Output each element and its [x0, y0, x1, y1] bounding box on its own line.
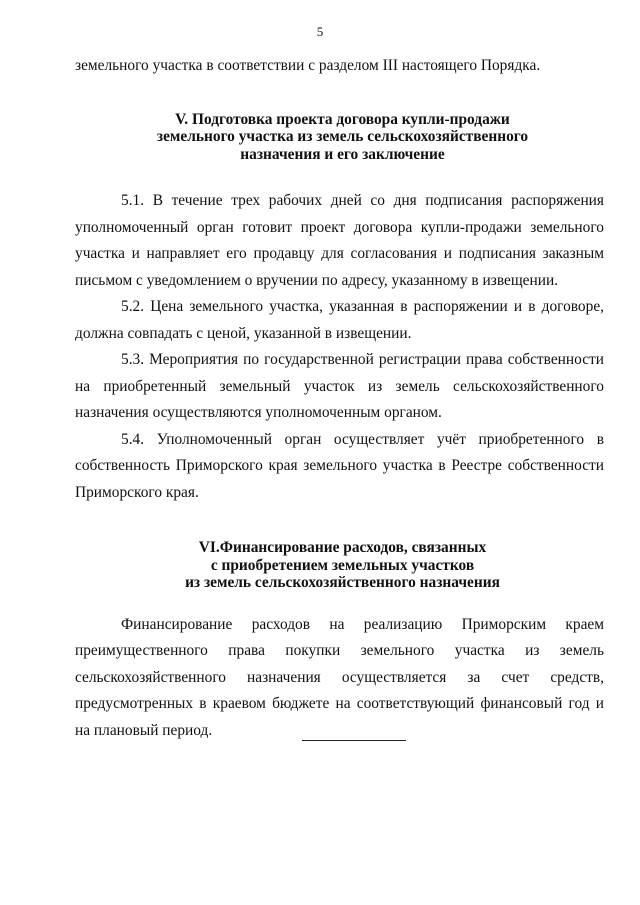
paragraph-5-1: 5.1. В течение трех рабочих дней со дня подписания распоряжения уполномоченный орган готовит проект договора купли-продажи земельного участка и направляет его продавцу для согласования и подписания заказным письмом с уведомлением о вручении по адресу, указанному в извещении. — [75, 192, 604, 289]
document-body — [75, 53, 604, 744]
paragraph-5-3: 5.3. Мероприятия по государственной регистрации права собственности на приобретенный земельный участок из земель сельскохозяйственного назначения осуществляются уполномоченным органом. — [75, 351, 604, 421]
financing-paragraph: Финансирование расходов на реализацию Приморским краем преимущественного права покупки земельного участка из земель сельскохозяйственного назначения осуществляется за счет средств, предусмотренных в краевом бюджете на соответствующий финансовый год и на плановый период. — [75, 615, 604, 739]
end-of-document-rule — [302, 740, 406, 741]
section-v-heading-line-1: V. Подготовка проекта договора купли-продажи — [175, 110, 510, 128]
section-vi-heading — [75, 539, 604, 592]
section-vi-heading-line-3: из земель сельскохозяйственного назначения — [185, 574, 500, 591]
section-v-heading-line-3: назначения и его заключение — [240, 145, 445, 163]
section-v-heading — [75, 111, 604, 164]
section-vi-heading-line-2: с приобретением земельных участков — [210, 556, 475, 574]
paragraph-5-2: 5.2. Цена земельного участка, указанная в распоряжении и в договоре, должна совпадать с ценой, указанной в извещении. — [75, 298, 604, 342]
section-vi-heading-line-1: VI.Финансирование расходов, связанных — [198, 539, 487, 556]
paragraph-5-4: 5.4. Уполномоченный орган осуществляет учёт приобретенного в собственность Приморского края земельного участка в Реестре собственности Приморского края. — [75, 430, 604, 501]
page-number: 5 — [316, 24, 324, 39]
continuation-paragraph: земельного участка в соответствии с разделом III настоящего Порядка. — [75, 57, 541, 74]
section-v-heading-line-2: земельного участка из земель сельскохозяйственного — [156, 128, 529, 145]
